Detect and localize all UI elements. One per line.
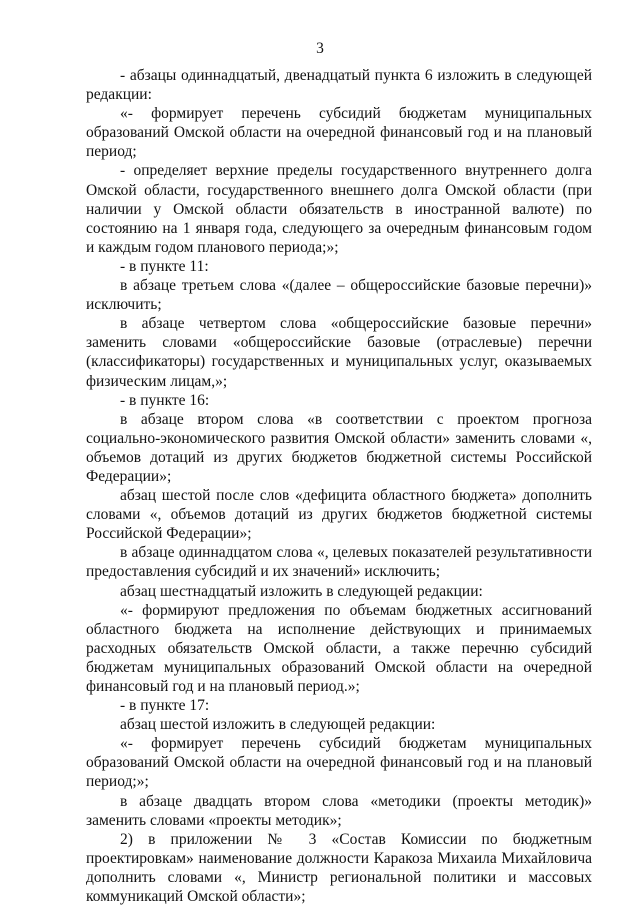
paragraph: абзац шестой после слов «дефицита областного бюджета» дополнить словами «, объемов дотаций из других бюджетов бюджетной системы Российской Федерации»; xyxy=(86,487,592,543)
paragraph: в абзаце четвертом слова «общероссийские базовые перечни» заменить словами «общероссийские базовые (отраслевые) перечни (классификаторы) государственных и муниципальных услуг, оказываемых физическим лицам,»; xyxy=(86,315,592,390)
paragraph: - в пункте 16: xyxy=(120,391,210,409)
paragraph: 2) в приложении № 3 «Состав Комиссии по бюджетным проектировкам» наименование должности Каракоза Михаила Михайловича дополнить словами «, Министр региональной политики и массовых коммуникаций Омской области»; xyxy=(86,830,592,906)
paragraph: - абзацы одиннадцатый, двенадцатый пункта 6 изложить в следующей редакции: xyxy=(86,67,592,104)
paragraph: в абзаце двадцать втором слова «методики (проекты методик)» заменить словами «проекты методик»; xyxy=(86,792,592,829)
paragraph: - в пункте 17: xyxy=(120,697,210,715)
paragraph: в абзаце третьем слова «(далее – общероссийские базовые перечни)» исключить; xyxy=(86,277,592,314)
paragraph: «- формирует перечень субсидий бюджетам муниципальных образований Омской области на очередной финансовый год и на плановый период; xyxy=(86,105,592,161)
paragraph: - определяет верхние пределы государственного внутреннего долга Омской области, государственного внешнего долга Омской области (при наличии у Омской области обязательств в иностранной валюте) по состоянию на 1 января года, следующего за очередным финансовым годом и каждым годом планового периода;»; xyxy=(86,162,592,256)
paragraph: «- формирует перечень субсидий бюджетам муниципальных образований Омской области на очередной финансовый год и на плановый период;»; xyxy=(86,735,592,791)
paragraph: в абзаце одиннадцатом слова «, целевых показателей результативности предоставления субсидий и их значений» исключить; xyxy=(86,544,592,581)
page-number: 3 xyxy=(316,40,324,57)
paragraph: абзац шестнадцатый изложить в следующей редакции: xyxy=(120,582,483,600)
paragraph: - в пункте 11: xyxy=(120,257,209,275)
paragraph: «- формируют предложения по объемам бюджетных ассигнований областного бюджета на исполнение действующих и принимаемых расходных обязательств Омской области, а также перечню субсидий бюджетам муниципальных образований Омской области на очередной финансовый год и на плановый период.»; xyxy=(86,601,592,695)
paragraph: абзац шестой изложить в следующей редакции: xyxy=(120,716,436,734)
document-body xyxy=(86,66,592,906)
paragraph: в абзаце втором слова «в соответствии с проектом прогноза социально-экономического развития Омской области» заменить словами «, объемов дотаций из других бюджетов бюджетной системы Российской Федерации»; xyxy=(86,410,592,485)
